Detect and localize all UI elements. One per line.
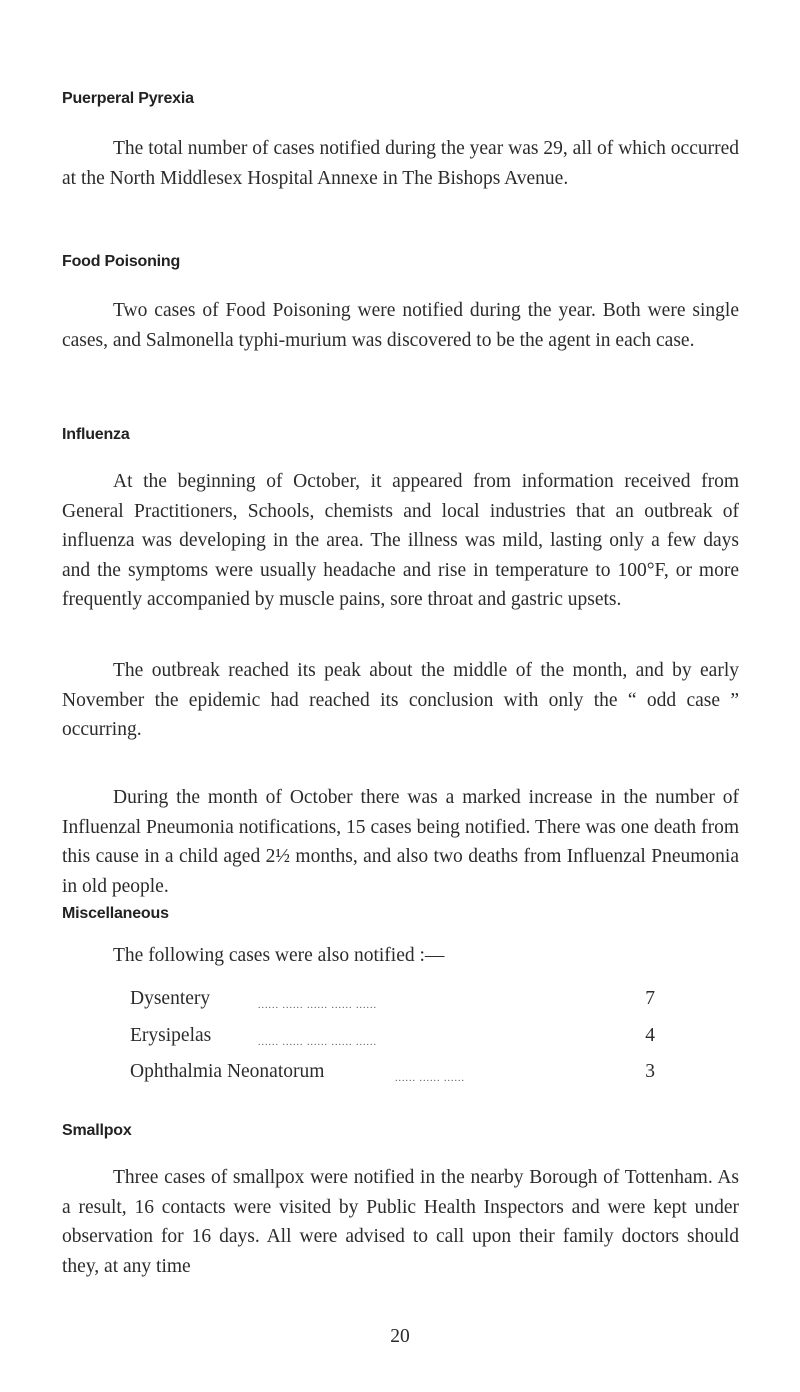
list-item-name: Erysipelas <box>130 1025 212 1046</box>
paragraph-influenzal-pneumonia: During the month of October there was a marked increase in the number of Influenzal Pneumonia notifications, 15 cases being notified. There was one death from this cause in a child aged 2½ months, and also two deaths from Influenzal Pneumonia in old people. <box>62 787 739 897</box>
paragraph-food-poisoning: Two cases of Food Poisoning were notified during the year. Both were single cases, and Salmonella typhi-murium was discovered to be the agent in each case. <box>62 300 739 351</box>
list-item-count: 7 <box>645 988 655 1009</box>
list-item-name: Dysentery <box>130 988 211 1009</box>
dot-leader: ...... ...... ...... ...... ...... <box>258 1000 377 1011</box>
list-item <box>130 988 655 1018</box>
list-item-name: Ophthalmia Neonatorum <box>130 1061 325 1082</box>
dot-leader: ...... ...... ...... <box>395 1073 465 1084</box>
paragraph-influenza-outbreak: At the beginning of October, it appeared from information received from General Practitioners, Schools, chemists and local industries that an outbreak of influenza was developing in the area. The illness was mild, lasting only a few days and the symptoms were usually headache and rise in temperature to 100°F, or more frequently accompanied by muscle pains, sore throat and gastric upsets. <box>62 471 739 610</box>
heading-smallpox: Smallpox <box>62 1122 132 1139</box>
heading-miscellaneous: Miscellaneous <box>62 905 169 922</box>
miscellaneous-intro: The following cases were also notified :— <box>113 945 445 966</box>
page-number: 20 <box>390 1326 410 1347</box>
paragraph-puerperal-pyrexia: The total number of cases notified during the year was 29, all of which occurred at the North Middlesex Hospital Annexe in The Bishops Avenue. <box>62 138 739 189</box>
paragraph-smallpox: Three cases of smallpox were notified in the nearby Borough of Tottenham. As a result, 16 contacts were visited by Public Health Inspectors and were kept under observation for 16 days. All were advised to call upon their family doctors should they, at any time <box>62 1167 739 1277</box>
heading-food-poisoning: Food Poisoning <box>62 253 181 270</box>
list-item <box>130 1025 655 1055</box>
paragraph-influenza-peak: The outbreak reached its peak about the middle of the month, and by early November the epidemic had reached its conclusion with only the “ odd case ” occurring. <box>62 660 739 740</box>
heading-puerperal-pyrexia: Puerperal Pyrexia <box>62 90 194 107</box>
heading-influenza: Influenza <box>62 426 130 443</box>
list-item-count: 4 <box>645 1025 655 1046</box>
list-item <box>130 1061 655 1091</box>
list-item-count: 3 <box>645 1061 655 1082</box>
dot-leader: ...... ...... ...... ...... ...... <box>258 1037 377 1048</box>
